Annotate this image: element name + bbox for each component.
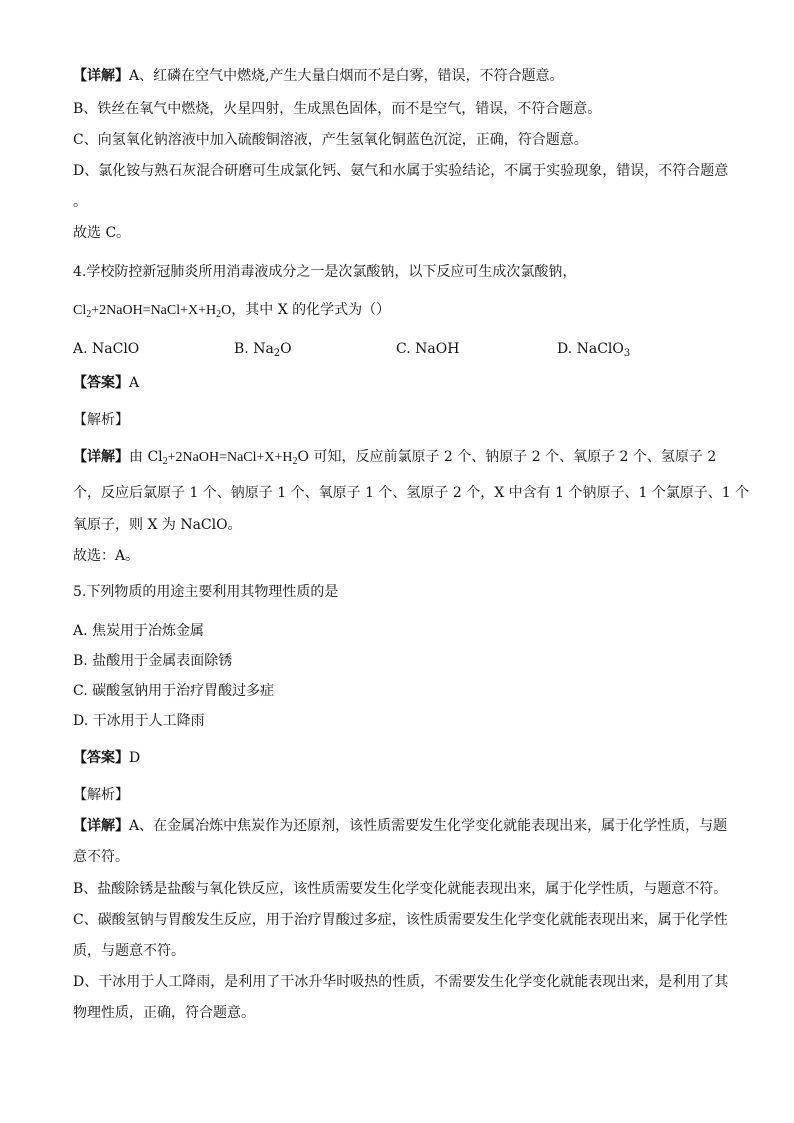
question-4-option-c: C. NaOH bbox=[396, 341, 460, 357]
detail-line-1 bbox=[73, 66, 564, 86]
question-5-detail-line-2: 意不符。 bbox=[73, 849, 129, 865]
detail-tag: 【详解】 bbox=[73, 818, 129, 834]
answer-tag: 【答案】 bbox=[73, 375, 129, 391]
question-5-detail-line-5: 质，与题意不符。 bbox=[73, 943, 185, 959]
question-5-option-d: D. 干冰用于人工降雨 bbox=[73, 713, 205, 729]
question-4-option-b bbox=[234, 339, 292, 359]
question-4-detail-line-1 bbox=[73, 447, 716, 468]
question-5-analysis-tag: 【解析】 bbox=[73, 787, 129, 803]
equation-part: Cl bbox=[73, 303, 87, 318]
question-4-analysis-tag: 【解析】 bbox=[73, 412, 129, 428]
question-4-detail-line-3: 氧原子，则 X 为 NaClO。 bbox=[73, 517, 242, 533]
question-4-detail-line-2: 个，反应后氯原子 1 个、钠原子 1 个、氧原子 1 个、氢原子 2 个，X 中含有 1 个钠原子、1 个氯原子、1 个 bbox=[73, 485, 750, 501]
question-5-option-a: A. 焦炭用于冶炼金属 bbox=[73, 623, 205, 639]
option-text: B. Na bbox=[234, 341, 274, 357]
detail-line-3: C、向氢氧化钠溶液中加入硫酸铜溶液，产生氢氧化铜蓝色沉淀，正确，符合题意。 bbox=[73, 132, 588, 148]
option-subscript: 2 bbox=[273, 348, 281, 359]
equation-part: +2NaOH=NaCl+X+H bbox=[91, 303, 217, 318]
question-5-detail-line-3: B、盐酸除锈是盐酸与氧化铁反应，该性质需要发生化学变化就能表现出来，属于化学性质，与题意不符。 bbox=[73, 881, 728, 897]
detail-subscript: 2 bbox=[162, 456, 168, 467]
answer-tag: 【答案】 bbox=[73, 750, 129, 766]
detail-subscript: 2 bbox=[292, 456, 298, 467]
detail-text: O 可知，反应前氯原子 2 个、钠原子 2 个、氧原子 2 个、氢原子 2 bbox=[297, 449, 717, 465]
answer-value: D bbox=[129, 750, 141, 766]
detail-text: A、红磷在空气中燃烧,产生大量白烟而不是白雾，错误，不符合题意。 bbox=[129, 68, 564, 84]
detail-line-5: 。 bbox=[73, 194, 87, 210]
question-4-stem: 4.学校防控新冠肺炎所用消毒液成分之一是次氯酸钠，以下反应可生成次氯酸钠， bbox=[73, 264, 577, 280]
question-5-detail-line-4: C、碳酸氢钠与胃酸发生反应，用于治疗胃酸过多症，该性质需要发生化学变化就能表现出来，属于化学性 bbox=[73, 912, 728, 928]
option-subscript: 3 bbox=[623, 348, 631, 359]
equation-part: O bbox=[221, 303, 232, 318]
question-4-equation bbox=[73, 300, 390, 321]
question-4-answer bbox=[73, 373, 139, 393]
question-4-option-a: A. NaClO bbox=[73, 341, 140, 357]
equation-subscript: 2 bbox=[216, 309, 222, 320]
detail-text: 由 Cl bbox=[129, 449, 163, 465]
question-5-detail-line-7: 物理性质，正确，符合题意。 bbox=[73, 1005, 255, 1021]
detail-text: A、在金属冶炼中焦炭作为还原剂，该性质需要发生化学变化就能表现出来，属于化学性质，与题 bbox=[129, 818, 728, 834]
conclusion-line: 故选 C。 bbox=[73, 225, 131, 241]
answer-value: A bbox=[129, 375, 140, 391]
detail-line-2: B、铁丝在氧气中燃烧，火星四射，生成黑色固体，而不是空气，错误，不符合题意。 bbox=[73, 101, 602, 117]
option-text: O bbox=[280, 341, 292, 357]
detail-tag: 【详解】 bbox=[73, 449, 129, 465]
question-4-conclusion: 故选：A。 bbox=[73, 548, 140, 564]
question-4-option-d bbox=[557, 339, 630, 359]
detail-tag: 【详解】 bbox=[73, 68, 129, 84]
question-5-option-c: C. 碳酸氢钠用于治疗胃酸过多症 bbox=[73, 683, 275, 699]
equation-subscript: 2 bbox=[86, 309, 92, 320]
question-5-option-b: B. 盐酸用于金属表面除锈 bbox=[73, 653, 233, 669]
equation-tail: ，其中 X 的化学式为（） bbox=[231, 302, 391, 318]
option-text: D. NaClO bbox=[557, 341, 624, 357]
question-5-stem: 5.下列物质的用途主要利用其物理性质的是 bbox=[73, 584, 339, 600]
question-5-detail-line-6: D、干冰用于人工降雨，是利用了干冰升华时吸热的性质，不需要发生化学变化就能表现出来，是利用了其 bbox=[73, 974, 729, 990]
detail-line-4: D、氯化铵与熟石灰混合研磨可生成氯化钙、氨气和水属于实验结论，不属于实验现象，错误，不符合题意 bbox=[73, 163, 729, 179]
detail-text: +2NaOH=NaCl+X+H bbox=[167, 450, 293, 465]
question-5-detail-line-1 bbox=[73, 816, 727, 836]
question-5-answer bbox=[73, 748, 140, 768]
